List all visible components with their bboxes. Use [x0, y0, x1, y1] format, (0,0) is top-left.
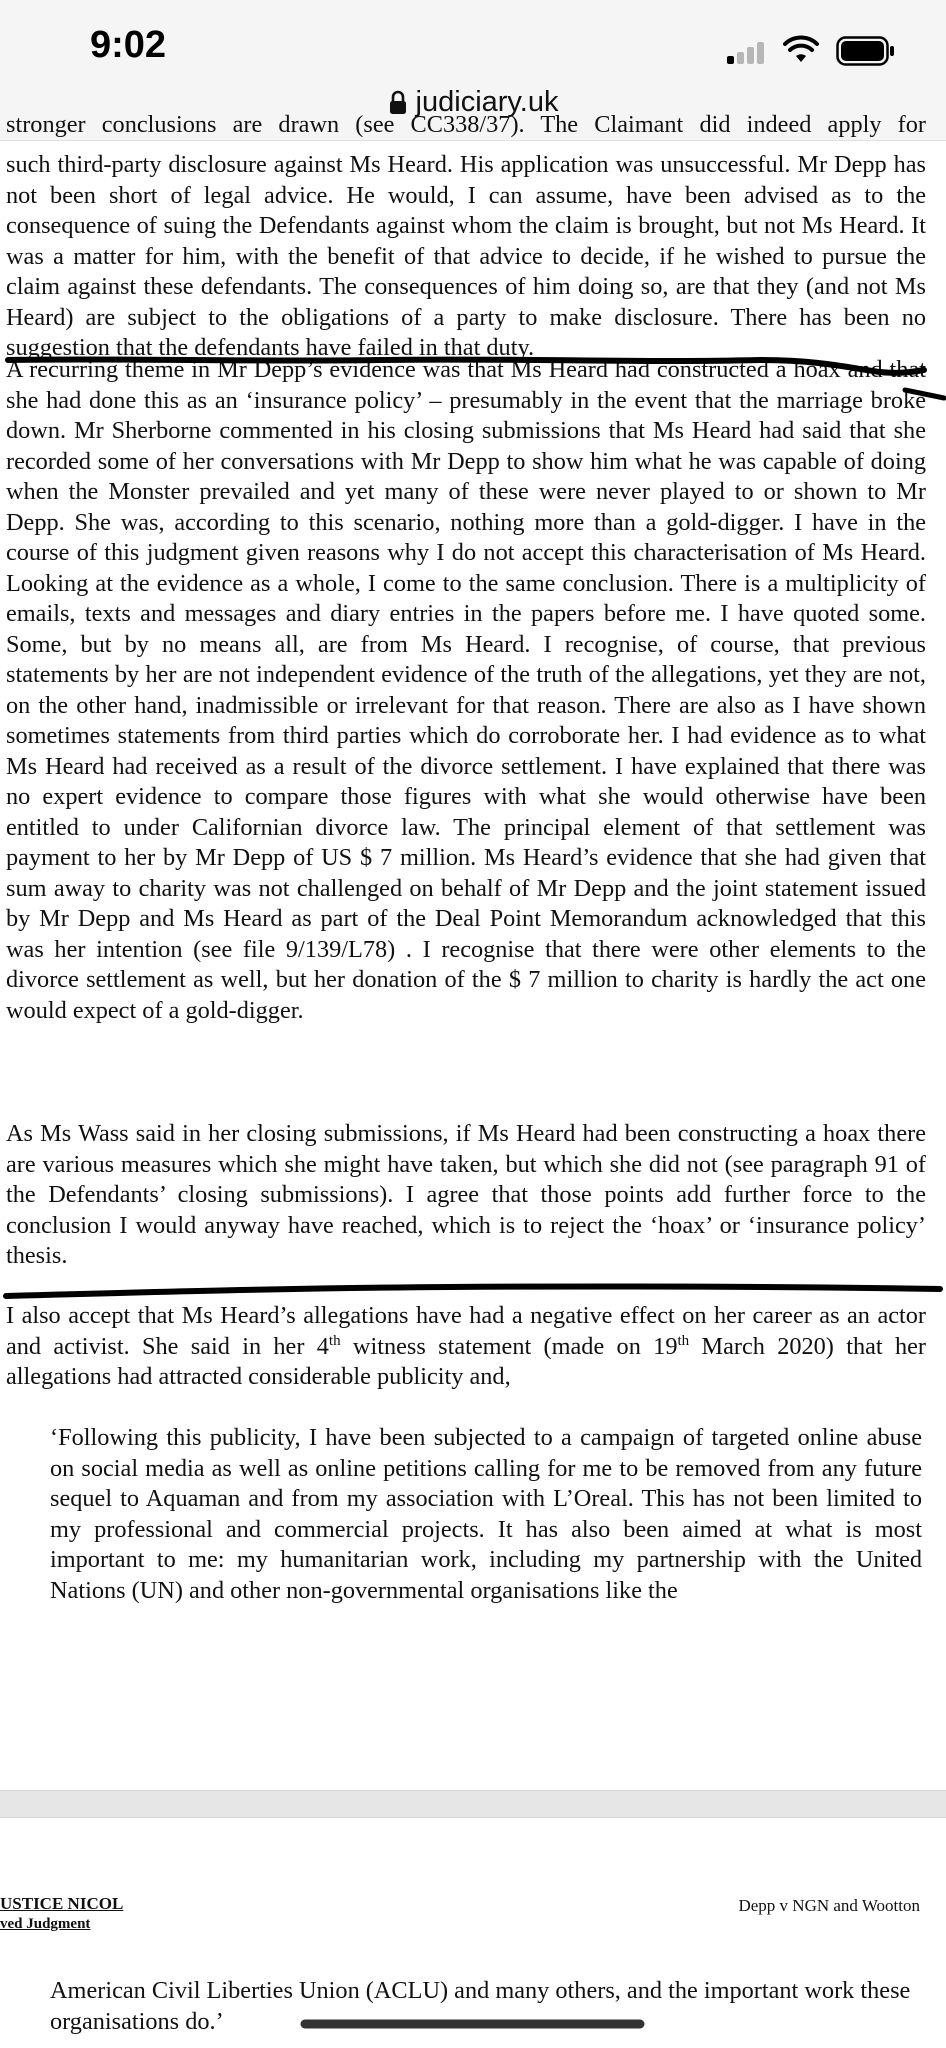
page-header-right: Depp v NGN and Wootton — [738, 1896, 920, 1915]
cut-off-text-line: stronger conclusions are drawn (see CC338/37). The Claimant did indeed apply for — [6, 111, 926, 138]
wifi-icon — [783, 36, 819, 64]
status-time: 9:02 — [90, 24, 167, 66]
paragraph-wass-submissions: As Ms Wass said in her closing submissions, if Ms Heard had been constructing a hoax there are various measures which she might have taken, but which she did not (see paragraph 91 of the Defendants’ closing submissions). I agree that those points add further force to the conclusion I would anyway have reached, which is to reject the ‘hoax’ or ‘insurance policy’ thesis. — [6, 1120, 926, 1269]
battery-icon — [836, 36, 896, 66]
marker-underline-2 — [6, 1286, 940, 1296]
quoted-witness-statement: ‘Following this publicity, I have been subjected to a campaign of targeted online abuse on social media as well as online petitions calling for me to be removed from any future sequel to Aquaman and from my association with L’Oreal. This has not been limited to my professional and commercial projects. It has also been aimed at what is most important to me: my humanitarian work, including my partnership with the United Nations (UN) and other non-governmental organisations like the — [50, 1424, 922, 1604]
paragraph-career-effect: I also accept that Ms Heard’s allegations have had a negative effect on her career as an actor and activist. She said in her 4th witness statement (made on 19th March 2020) that her allegations had attracted considerable publicity and, — [6, 1302, 926, 1390]
page-header-left: USTICE NICOL ved Judgment — [0, 1894, 124, 1932]
url-text: judiciary.uk — [415, 86, 559, 118]
page-break-divider — [0, 1790, 946, 1818]
quoted-witness-statement-end: American Civil Liberties Union (ACLU) and many others, and the important work these organisations do.’ — [50, 1977, 911, 2035]
paragraph-hoax-theme: A recurring theme in Mr Depp’s evidence was that Ms Heard had constructed a hoax and that she had done this as an ‘insurance policy’ – presumably in the event that the marriage broke down. Mr Sherborne commented in his closing submissions that Ms Heard had said that she recorded some of her conversations with Mr Depp to show him what he was capable of doing when the Monster prevailed and yet many of these were never played to or shown to Mr Depp. She was, according to this scenario, nothing more than a gold-digger. I have in the course of this judgment given reasons why I do not accept this characterisation of Ms Heard. Looking at the evidence as a whole, I come to the same conclusion. There is a multiplicity of emails, texts and messages and diary entries in the papers before me. I have quoted some. Some, but by no means all, are from Ms Heard. I recognise, of course, that previous statements by her are not independent evidence of the truth of the allegations, yet they are not, on the other hand, inadmissible or irrelevant for that reason. There are also as I have shown sometimes statements from third parties which do corroborate her. I had evidence as to what Ms Heard had received as a result of the divorce settlement. I have explained that there was no expert evidence to compare those figures with what she would otherwise have been entitled to under Californian divorce law. The principal element of that settlement was payment to her by Mr Depp of US $ 7 million. Ms Heard’s evidence that she had given that sum away to charity was not challenged on behalf of Mr Depp and the joint statement issued by Mr Depp and Ms Heard as part of the Deal Point Memorandum acknowledged that this was her intention (see file 9/139/L78) . I recognise that there were other elements to the divorce settlement as well, but her donation of the $ 7 million to charity is hardly the act one would expect of a gold-digger. — [6, 356, 926, 1024]
paragraph-disclosure: such third-party disclosure against Ms Heard. His application was unsuccessful. Mr Depp has not been short of legal advice. He would, I can assume, have been advised as to the consequence of suing the Defendants against whom the claim is brought, but not Ms Heard. It was a matter for him, with the benefit of that advice to decide, if he wished to pursue the claim against these defendants. The consequences of him doing so, are that they (and not Ms Heard) are subject to the obligations of a party to make disclosure. There has been no suggestion that the defendants have failed in that duty. — [6, 151, 926, 361]
cellular-signal-icon — [727, 40, 767, 64]
